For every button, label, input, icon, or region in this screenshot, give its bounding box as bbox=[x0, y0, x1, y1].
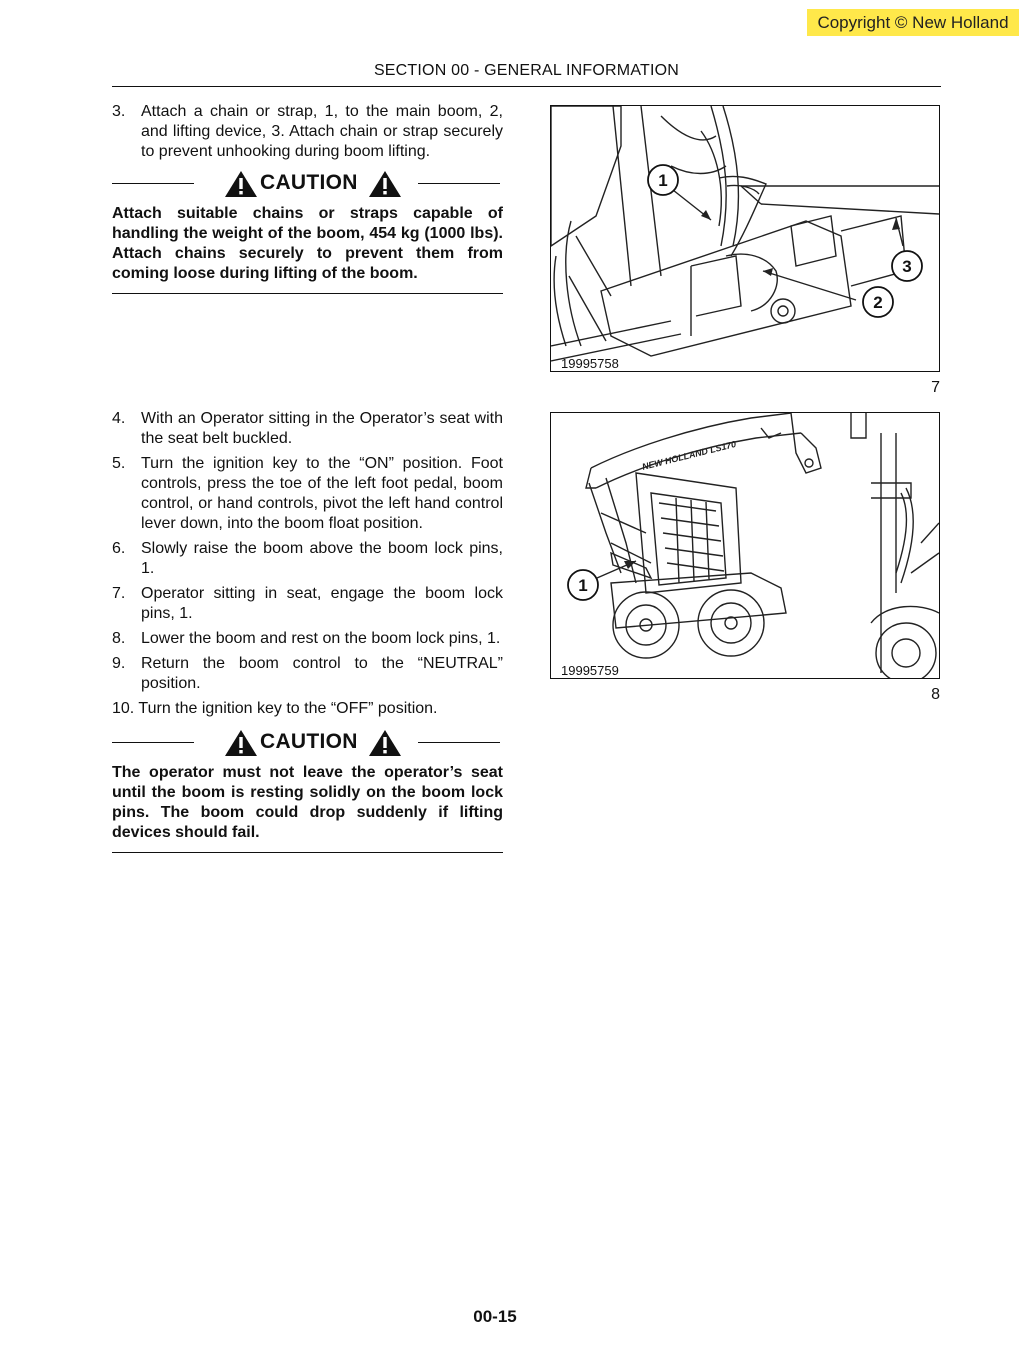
step-number: 6. bbox=[112, 540, 126, 557]
step-number: 9. bbox=[112, 655, 126, 672]
step-text: Operator sitting in seat, engage the boom lock pins, 1. bbox=[141, 585, 503, 622]
step-6 bbox=[112, 539, 503, 579]
step-number: 5. bbox=[112, 455, 126, 472]
figure-number: 7 bbox=[931, 379, 940, 396]
step-7 bbox=[112, 584, 503, 624]
step-number: 8. bbox=[112, 630, 126, 647]
warning-triangle-icon bbox=[224, 729, 258, 757]
step-3 bbox=[112, 102, 503, 162]
caution-rule-right bbox=[418, 742, 500, 743]
instruction-block-2 bbox=[112, 409, 503, 853]
caution-rule-right bbox=[418, 183, 500, 184]
step-text: Turn the ignition key to the “ON” position. Foot controls, press the toe of the left foot pedal, boom control, or hand controls, pivot the left hand control lever down, into the boom float position. bbox=[141, 455, 503, 532]
figure-8-illustration bbox=[550, 412, 940, 679]
step-number: 7. bbox=[112, 585, 126, 602]
caution-text: Attach suitable chains or straps capable of handling the weight of the boom, 454 kg (1000 lbs). Attach chains securely to prevent them from coming loose during lifting of the boom. bbox=[112, 205, 503, 282]
caution-end-rule bbox=[112, 293, 503, 294]
step-8 bbox=[112, 629, 503, 649]
skid-steer-loader-drawing bbox=[551, 413, 939, 678]
step-text: Slowly raise the boom above the boom lock pins, 1. bbox=[141, 540, 503, 577]
caution-heading bbox=[112, 170, 503, 198]
callout-1: 1 bbox=[658, 171, 668, 190]
callout-1: 1 bbox=[578, 576, 588, 595]
section-divider bbox=[112, 86, 941, 87]
warning-triangle-icon bbox=[224, 170, 258, 198]
callout-2: 2 bbox=[873, 293, 883, 312]
copyright-badge: Copyright © New Holland bbox=[807, 9, 1019, 36]
callout-3: 3 bbox=[902, 257, 912, 276]
step-9 bbox=[112, 654, 503, 694]
figure-id: 19995758 bbox=[561, 356, 619, 371]
step-4 bbox=[112, 409, 503, 449]
caution-label: CAUTION bbox=[260, 171, 358, 194]
step-text: With an Operator sitting in the Operator’s seat with the seat belt buckled. bbox=[141, 410, 503, 447]
step-10 bbox=[112, 699, 503, 719]
step-text: Turn the ignition key to the “OFF” position. bbox=[138, 700, 438, 717]
step-5 bbox=[112, 454, 503, 534]
figure-number: 8 bbox=[931, 686, 940, 703]
page-number: 00-15 bbox=[473, 1307, 517, 1326]
instruction-block-1 bbox=[112, 102, 503, 294]
caution-end-rule bbox=[112, 852, 503, 853]
step-number: 4. bbox=[112, 410, 126, 427]
step-text: Attach a chain or strap, 1, to the main boom, 2, and lifting device, 3. Attach chain or strap securely to prevent unhooking during boom lifting. bbox=[141, 103, 503, 160]
step-text: Lower the boom and rest on the boom lock pins, 1. bbox=[141, 630, 501, 647]
caution-heading bbox=[112, 729, 503, 757]
machine-decal: NEW HOLLAND LS170 bbox=[641, 438, 738, 472]
section-title: SECTION 00 - GENERAL INFORMATION bbox=[373, 62, 680, 79]
step-number: 10. bbox=[112, 700, 135, 717]
warning-triangle-icon bbox=[368, 170, 402, 198]
step-number: 3. bbox=[112, 103, 126, 120]
boom-chain-drawing bbox=[551, 106, 939, 371]
step-text: Return the boom control to the “NEUTRAL” position. bbox=[141, 655, 503, 692]
caution-rule-left bbox=[112, 183, 194, 184]
caution-rule-left bbox=[112, 742, 194, 743]
caution-text: The operator must not leave the operator’s seat until the boom is resting solidly on the boom lock pins. The boom could drop suddenly if lifting devices should fail. bbox=[112, 764, 503, 841]
caution-label: CAUTION bbox=[260, 730, 358, 753]
figure-id: 19995759 bbox=[561, 663, 619, 678]
warning-triangle-icon bbox=[368, 729, 402, 757]
figure-7-illustration bbox=[550, 105, 940, 372]
